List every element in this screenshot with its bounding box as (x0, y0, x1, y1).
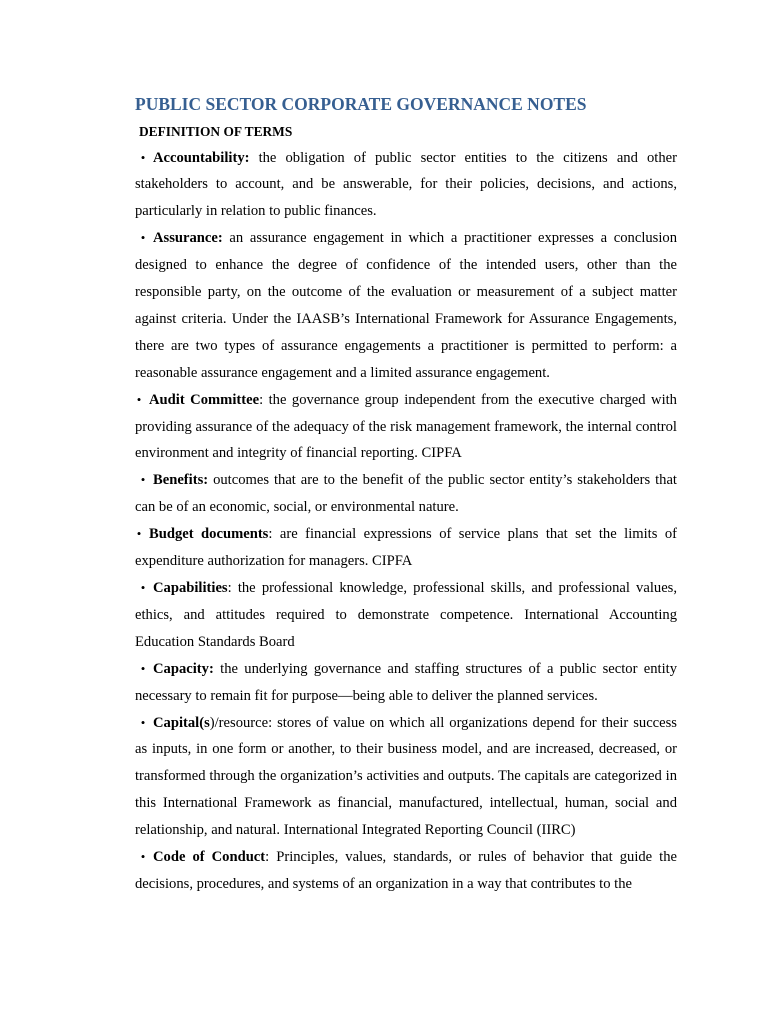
definition-text: : the governance group independent from the executive charged with providing assurance of the adequacy of the risk management framework, the internal control environment and integrity of financial reporting. CIPFA (135, 391, 677, 462)
definition-term: Accountability: (153, 149, 250, 166)
definition-term: Assurance: (153, 230, 223, 247)
definition-item (135, 656, 677, 710)
bullet-icon: • (140, 230, 146, 246)
definition-text: outcomes that are to the benefit of the public sector entity’s stakeholders that can be of an economic, social, or environmental nature. (135, 472, 677, 516)
definition-text: an assurance engagement in which a practitioner expresses a conclusion designed to enhance the degree of confidence of the intended users, other than the responsible party, on the outcome of the evaluation or measurement of a subject matter against criteria. Under the IAASB’s International Framework for Assurance Engagements, there are two types of assurance engagements a practitioner is permitted to perform: a reasonable assurance engagement and a limited assurance engagement. (135, 230, 677, 381)
definition-item (135, 387, 677, 468)
definition-text: the obligation of public sector entities to the citizens and other stakeholders to account, and be answerable, for their policies, decisions, and actions, particularly in relation to public finances. (135, 149, 677, 220)
bullet-icon: • (140, 149, 146, 165)
definition-item (135, 467, 677, 521)
section-heading: DEFINITION OF TERMS (139, 124, 293, 139)
bullet-icon: • (136, 526, 142, 542)
bullet-icon: • (140, 660, 146, 676)
definition-item (135, 521, 677, 575)
definition-term: Capacity: (153, 660, 214, 677)
bullet-icon: • (136, 391, 142, 407)
definition-item (135, 844, 677, 898)
bullet-icon: • (140, 472, 146, 488)
definition-term: Budget documents (149, 526, 269, 543)
definition-item (135, 145, 677, 226)
document-title: PUBLIC SECTOR CORPORATE GOVERNANCE NOTES (135, 94, 587, 114)
definition-text: : are financial expressions of service plans that set the limits of expenditure authorization for managers. CIPFA (135, 526, 678, 570)
definitions-list (135, 145, 677, 898)
definition-text: )/resource: stores of value on which all organizations depend for their success as inputs, in one form or another, to their business model, and are increased, decreased, or transformed through the organization’s activities and outputs. The capitals are categorized in this International Framework as financial, manufactured, intellectual, human, social and relationship, and natural. International Integrated Reporting Council (IIRC) (135, 714, 677, 839)
bullet-icon: • (140, 849, 146, 865)
definition-text: the underlying governance and staffing structures of a public sector entity necessary to remain fit for purpose—being able to deliver the planned services. (135, 660, 677, 704)
definition-term: Capital(s (153, 714, 210, 731)
definition-item (135, 710, 677, 845)
definition-item (135, 225, 677, 386)
definition-term: Benefits: (153, 472, 209, 489)
definition-term: Code of Conduct (153, 849, 266, 866)
bullet-icon: • (140, 714, 146, 730)
definition-term: Capabilities (153, 580, 228, 596)
bullet-icon: • (140, 580, 146, 595)
definition-term: Audit Committee (149, 391, 260, 408)
definition-item (135, 575, 677, 656)
definition-text: : Principles, values, standards, or rules of behavior that guide the decisions, procedures, and systems of an organization in a way that contributes to the (135, 849, 677, 892)
definition-text: : the professional knowledge, professional skills, and professional values, ethics, and attitudes required to demonstrate competence. International Accounting Education Standards Board (135, 580, 677, 650)
